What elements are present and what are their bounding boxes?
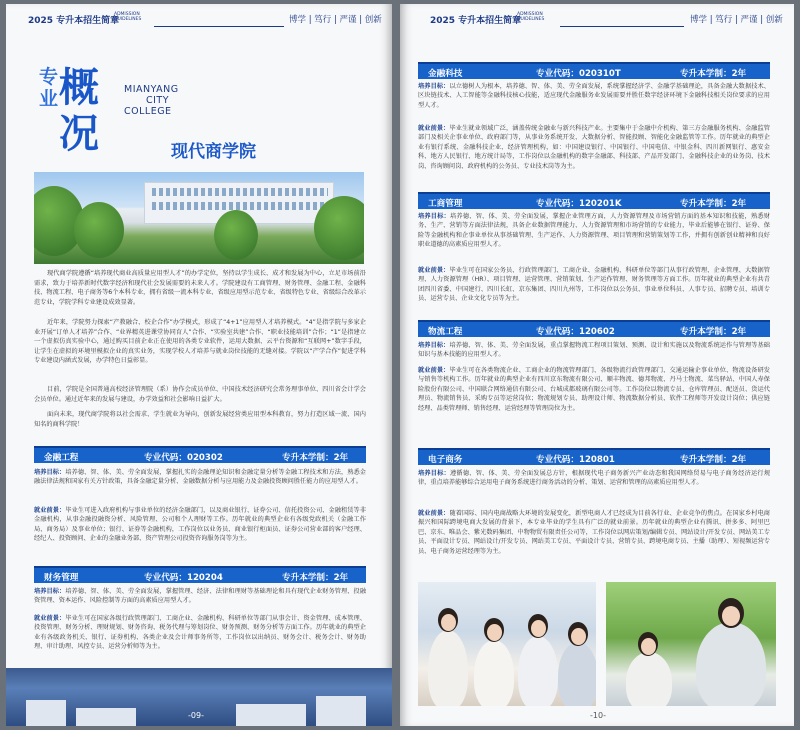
major-code: 专业代码：020310T bbox=[536, 69, 621, 79]
campus-footer-strip bbox=[6, 668, 392, 726]
major-bar-finance-engineering bbox=[34, 446, 366, 463]
right-page bbox=[400, 4, 794, 726]
campus-photo bbox=[34, 172, 364, 264]
student-figure bbox=[626, 652, 672, 706]
building-silhouette bbox=[316, 696, 366, 726]
students-photo-1 bbox=[418, 582, 596, 706]
major-code: 专业代码：120602 bbox=[536, 327, 615, 337]
major-years: 专升本学制：2年 bbox=[282, 453, 349, 463]
student-face bbox=[441, 614, 456, 631]
major-code: 专业代码：120204 bbox=[144, 573, 223, 583]
major-name: 金融工程 bbox=[44, 453, 79, 463]
title-big-1: 概 bbox=[59, 65, 99, 111]
major-name: 物流工程 bbox=[428, 327, 463, 337]
motto: 博学 | 笃行 | 严谨 | 创新 bbox=[289, 15, 382, 25]
right-header bbox=[400, 10, 794, 28]
header-rule bbox=[560, 26, 684, 27]
major-years: 专升本学制：2年 bbox=[282, 573, 349, 583]
tree bbox=[74, 202, 124, 258]
header-rule bbox=[154, 26, 284, 27]
college-name: 现代商学院 bbox=[171, 142, 256, 162]
motto: 博学 | 笃行 | 严谨 | 创新 bbox=[690, 15, 783, 25]
major-goal: 培养目标：培养德、智、体、美、劳全面发展，掌握管理、经济、法律和理财等基础理论和具有现代企业财务管理、投融资管理、资本运作、风险控制等方面的高素质应用型人才。 bbox=[34, 588, 366, 605]
major-years: 专升本学制：2年 bbox=[680, 327, 747, 337]
building-windows bbox=[152, 188, 328, 196]
student-figure bbox=[558, 642, 596, 706]
major-career: 就业前景：毕业生就业领域广泛，涵盖传统金融业与新兴科技产业。主要集中于金融中介机构、第三方金融服务机构、金融监管部门及相关企事业单位、政府部门等，从事业务系统开发、大数据分析、智能投顾、智能化金融监管等工作。历年就业的典型企业有银行系统、金融科技企业、经济管理机构，如：中国建设银行、中国银行、中国电信、中银金科、四川新网银行、惠安金科、地方人民银行、地方统计局等，工作岗位以金融机构的数字金融部、科技部、产品开发部门、金融科技企业的业务岗、技术岗、咨询顾问岗、政府机构的公务员、专业技术岗等为主。 bbox=[418, 125, 770, 170]
student-figure bbox=[518, 636, 558, 706]
mianyang-city-college: MIANYANG CITY COLLEGE bbox=[124, 84, 179, 117]
major-goal: 培养目标：培养德、智、体、美、劳全面发展，掌握企业管理方面，人力资源管理及市场营销方面的基本知识和技能，熟悉财务、生产、营销等方面法律法规，具备企业数据管理能力、人力资源管理和市场营销的专业能力，毕业后能够在银行、证券、保险等金融机构和企事业单位从事基础管理、生产运作、人力资源管理、项目管理和营销策划等工作，并拥有创新创业精神和良好职业道德的高素质应用型人才。 bbox=[418, 213, 771, 249]
major-goal: 培养目标：培养德、智、体、美、劳全面发展，掌握扎实的金融理论知识和金融定量分析等金融工程技术和方法，熟悉金融法律法规和国家有关方针政策，具备金融定量分析、金融数据分析与应用能力及金融投资顾问胜任能力的应用型人才。 bbox=[34, 469, 366, 486]
major-years: 专升本学制：2年 bbox=[680, 455, 747, 465]
major-bar-fintech bbox=[418, 62, 770, 79]
major-code: 专业代码：120801 bbox=[536, 455, 615, 465]
student-figure bbox=[474, 640, 514, 706]
major-bar-logistics bbox=[418, 320, 770, 337]
student-figure bbox=[428, 630, 468, 706]
major-years: 专升本学制：2年 bbox=[680, 199, 747, 209]
admission-guidelines: ADMISSION GUIDELINES bbox=[517, 12, 545, 22]
student-face bbox=[641, 638, 656, 655]
major-career: 就业前景：随着国际、国内电商战略大环境的发展变化，新型电商人才已经成为目前各行业、企业竞争的焦点。在国家乡村电商振兴和国际跨境电商大发展的背景下，本专业毕业的学生具有广泛的就业前景。历年就业的典型企业有腾讯、拼多多、阿里巴巴、京东、唯品会、紫光数码集团、中物物贸有限责任公司等，工作岗位以网店策划/编辑专员、网站设计/开发专员、网站美工专员、平面设计专员、网站设计/开发专员、网站美工专员、平面设计专员、营销专员、跨境电商专员、主播（助理）、短视频运营专员、电子商务运营经理等为主。 bbox=[418, 510, 770, 555]
major-name: 金融科技 bbox=[428, 69, 463, 79]
year-title: 2025 专升本招生简章 bbox=[430, 16, 522, 26]
title-big-2: 况 bbox=[59, 111, 99, 157]
major-goal: 培养目标：培养德、智、体、美、劳全面发展，重点掌握物流工程项目策划、预测、设计和实施以及物流系统运作与管理等基础知识与基本技能的应用型人才。 bbox=[418, 342, 770, 359]
student-face bbox=[722, 606, 740, 626]
major-name: 财务管理 bbox=[44, 573, 79, 583]
building-silhouette bbox=[26, 700, 66, 726]
major-career: 就业前景：毕业生可在国家公务员、行政管理部门、工商企业、金融机构、科研单位等部门从事行政管理、企业管理、大数据管理、人力资源管理（HR）、项目管理、运营管理、营销策划、生产运作管理、财务管理等方面工作。历年就业的典型企业有共青团四川省委、中国建行、四川长虹、京东集团、四川九州等，工作岗位以公务员、事业单位科员、人事专员、招聘专员、培训专员、运营专员、企业文化专员等为主。 bbox=[418, 267, 770, 303]
major-code: 专业代码：020302 bbox=[144, 453, 223, 463]
major-bar-business-admin bbox=[418, 192, 770, 209]
major-career: 就业前景：毕业生可进入政府机构与事业单位的经济金融部门，以及商业银行、证券公司、信托投资公司、金融租赁等非金融机构，从事金融投融资分析、风险管理、公司和个人理财等工作。历年就业的典型企业有各级党政机关（金融工作局、商务局）及事业单位；银行、证券等金融机构，工作岗位以业务员、商业银行柜面员、证券公司营业部的客户经理、经纪人、投资顾问、企业的金融业务部、资产管理公司投资咨询服务岗等为主。 bbox=[34, 507, 366, 543]
student-face bbox=[571, 628, 586, 645]
building-silhouette bbox=[76, 708, 136, 726]
tree bbox=[214, 210, 258, 260]
year-title: 2025 专升本招生简章 bbox=[28, 16, 120, 26]
major-career: 就业前景：毕业生可在各类物流企业、工商企业的物流管理部门、各级物流行政管理部门、交通运输企事业单位、物流设备研发与销售等机构工作。历年就业的典型企业有四川京东物流有限公司、顺丰物流、德邦物流、丹马士物流、菜鸟驿站、中国人寿保险股份有限公司、中国联合网络通信有限公司、台城成都玻璃有限公司等。工作岗位以物流专员、仓库管理员、配送员、货运代理员、物流销售员、采购专员等运营岗位；物流规划专员、助理设计师、物流数据分析员、软件工程师等开发设计岗位；供应链经理、品类管理师、销售经理、运营经理等管理岗位为主。 bbox=[418, 367, 770, 412]
left-page bbox=[6, 4, 392, 726]
major-code: 专业代码：120201K bbox=[536, 199, 622, 209]
students-photo-2 bbox=[606, 582, 776, 706]
major-years: 专升本学制：2年 bbox=[680, 69, 747, 79]
left-header bbox=[6, 10, 392, 28]
admission-guidelines: ADMISSION GUIDELINES bbox=[114, 12, 142, 22]
student-figure bbox=[696, 622, 766, 706]
major-goal: 培养目标：遵循德、智、体、美、劳全面发展总方针，根据现代电子商务新兴产业动态和我国网络贸易与电子商务经济运行规律，重点培养能够综合运用电子商务系统进行商务活动的分析、策划、运营和管理的高素质应用型人才。 bbox=[418, 470, 771, 487]
page-number-left: -09- bbox=[188, 711, 204, 720]
intro-paragraph-4: 面向未来，现代商学院将以社会需求、学生就业为导向，创新发展经营类应用型本科教育，努力打造区域一流、国内知名的商科学院！ bbox=[34, 411, 366, 428]
student-face bbox=[531, 620, 546, 637]
major-bar-ecommerce bbox=[418, 448, 770, 465]
major-goal: 培养目标：以立德树人为根本，培养德、智、体、美、劳全面发展，系统掌握经济学、金融学基础理论，具备金融大数据技术、区块链技术、人工智能等金融科技核心技能，适应现代金融服务业发展需要并胜任数字经济环境下金融科技相关岗位要求的应用型人才。 bbox=[418, 83, 770, 109]
major-career: 就业前景：毕业生可在国家各级行政管理部门、工商企业、金融机构、科研单位等部门从事会计、资金管理、成本管理、投资管理、财务分析、理财规划、财务咨询、税务代理与筹划岗位、财务预测、财务分析等方面工作。历年就业的典型企业有各级政务机关、银行、证券机构、各类企业及会计师事务所等，工作岗位以出纳员、财务会计、税务会计、财务助理、审计助理、风控专员、运营分析师等为主。 bbox=[34, 615, 366, 651]
title-small-2: 业 bbox=[39, 88, 59, 110]
major-name: 工商管理 bbox=[428, 199, 463, 209]
building-silhouette bbox=[236, 704, 306, 726]
title-small-1: 专 bbox=[39, 66, 59, 88]
building-windows bbox=[152, 202, 328, 210]
major-name: 电子商务 bbox=[428, 455, 463, 465]
page-number-right: -10- bbox=[590, 711, 606, 720]
intro-paragraph-2: 近年来，学院努力探索“产教融合、校企合作”办学模式，形成了“4+1”应用型人才培养模式。“4”是指学院与多家企业开展“订单人才培养”合作、“业界精英进课堂协同育人”合作、“实验室共建”合作、“职业技能培训”合作；“1”是指建立一个虚拟仿真实验中心，通过购买目前企业正在使用的各类专业软件，运用大数据、云平台资源和“互联网+”数字手段，让学生在虚拟的环境里模拟企业的真实业务，实现学校人才培养与就业岗位技能的无缝对接。学院以“产学合作”促进学科专业建设内涵式发展，办学特色日益彰显。 bbox=[34, 319, 366, 365]
intro-paragraph-3: 目前，学院是全国普通高校经济管理院（系）协作会成员单位、中国技术经济研究会常务理事单位、四川省会计学会会员单位。通过近年来的发展与建设，办学效益和社会影响日益扩大。 bbox=[34, 386, 366, 403]
major-bar-financial-management bbox=[34, 566, 366, 583]
tree bbox=[314, 196, 364, 260]
student-face bbox=[487, 624, 502, 641]
intro-paragraph-1: 现代商学院遵循“培养现代商业高质量应用型人才”的办学定位，坚持以学生成长、成才和发展为中心，立足市场前沿需求，致力于培养新时代数字经济和现代社会发展需要的未来人才。学院建设有工商管理、财务管理、金融工程、金融科技、物流工程、电子商务等6个本科专业，拥有省级一流本科专业、省级应用型示范专业、省级特色专业、省级综合改革示范专业，学院学科专业建设成效显著。 bbox=[34, 270, 366, 306]
